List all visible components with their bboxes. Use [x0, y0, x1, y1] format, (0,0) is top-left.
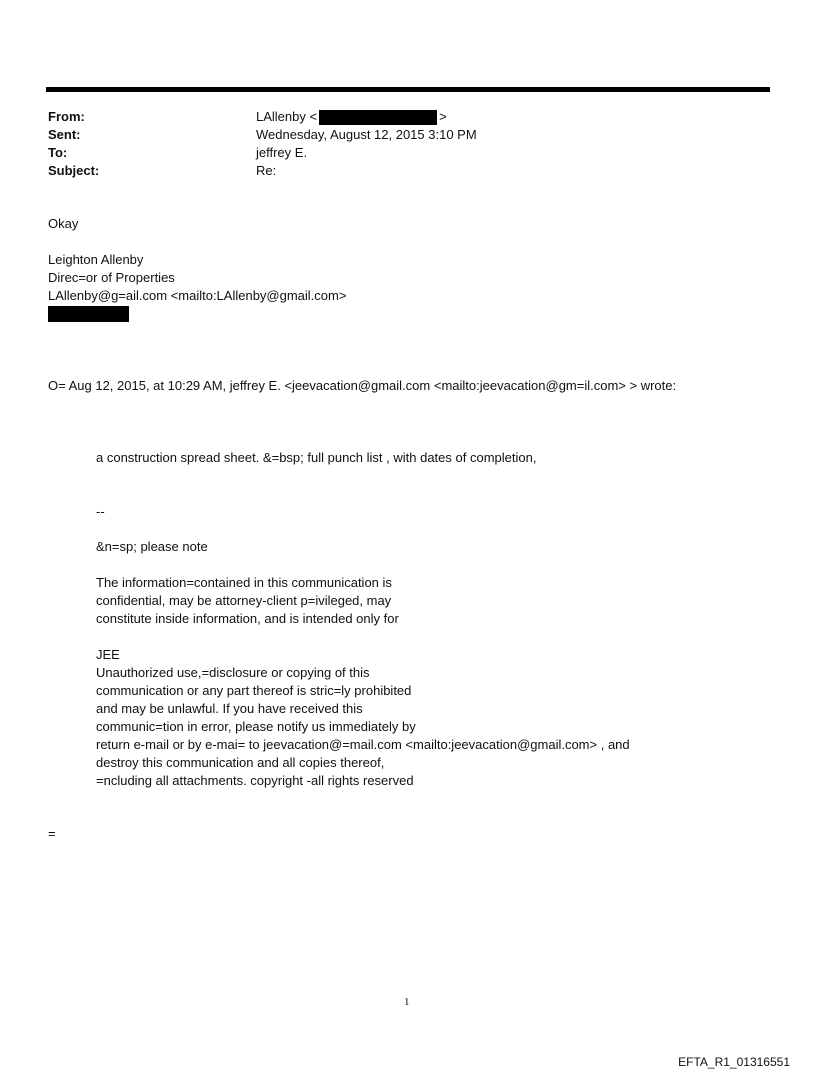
disclaimer-line: communication or any part thereof is stric=ly prohibited [96, 683, 412, 698]
redacted-phone [48, 306, 129, 322]
subject-value: Re: [256, 163, 277, 178]
disclaimer-line: return e-mail or by e-mai= to jeevacation@=mail.com <mailto:jeevacation@gmail.com> , and [96, 737, 630, 752]
sent-value: Wednesday, August 12, 2015 3:10 PM [256, 127, 477, 142]
quoted-jee: JEE [96, 647, 120, 662]
disclaimer-line: communic=tion in error, please notify us immediately by [96, 719, 416, 734]
document-id: EFTA_R1_01316551 [678, 1055, 790, 1069]
disclaimer-line: =ncluding all attachments. copyright -all rights reserved [96, 773, 414, 788]
to-label: To: [48, 145, 68, 160]
header-rule [46, 87, 770, 92]
trailing-char: = [48, 826, 56, 841]
subject-label: Subject: [48, 163, 100, 178]
from-name: LAllenby < [256, 109, 318, 124]
disclaimer-line: destroy this communication and all copies thereof, [96, 755, 385, 770]
disclaimer-line: The information=contained in this communication is [96, 575, 392, 590]
disclaimer-line: and may be unlawful. If you have received this [96, 701, 363, 716]
quoted-separator: -- [96, 504, 105, 519]
redacted-email [319, 110, 437, 125]
signature-email: LAllenby@g=ail.com <mailto:LAllenby@gmail.com> [48, 288, 347, 303]
to-value: jeffrey E. [256, 145, 308, 160]
from-value [256, 108, 447, 126]
quoted-please-note: &n=sp; please note [96, 539, 208, 554]
disclaimer-line: confidential, may be attorney-client p=ivileged, may [96, 593, 392, 608]
from-close: > [439, 109, 447, 124]
from-label: From: [48, 109, 85, 124]
sent-label: Sent: [48, 127, 81, 142]
signature-title: Direc=or of Properties [48, 270, 175, 285]
quoted-request: a construction spread sheet. &=bsp; full punch list , with dates of completion, [96, 450, 537, 465]
reply-message: Okay [48, 216, 79, 231]
quote-attribution: O= Aug 12, 2015, at 10:29 AM, jeffrey E. <jeevacation@gmail.com <mailto:jeevacation@gm=il.com> > wrote: [48, 378, 677, 393]
signature-name: Leighton Allenby [48, 252, 144, 267]
disclaimer-line: constitute inside information, and is intended only for [96, 611, 399, 626]
page-number: 1 [404, 996, 410, 1008]
disclaimer-line: Unauthorized use,=disclosure or copying of this [96, 665, 370, 680]
